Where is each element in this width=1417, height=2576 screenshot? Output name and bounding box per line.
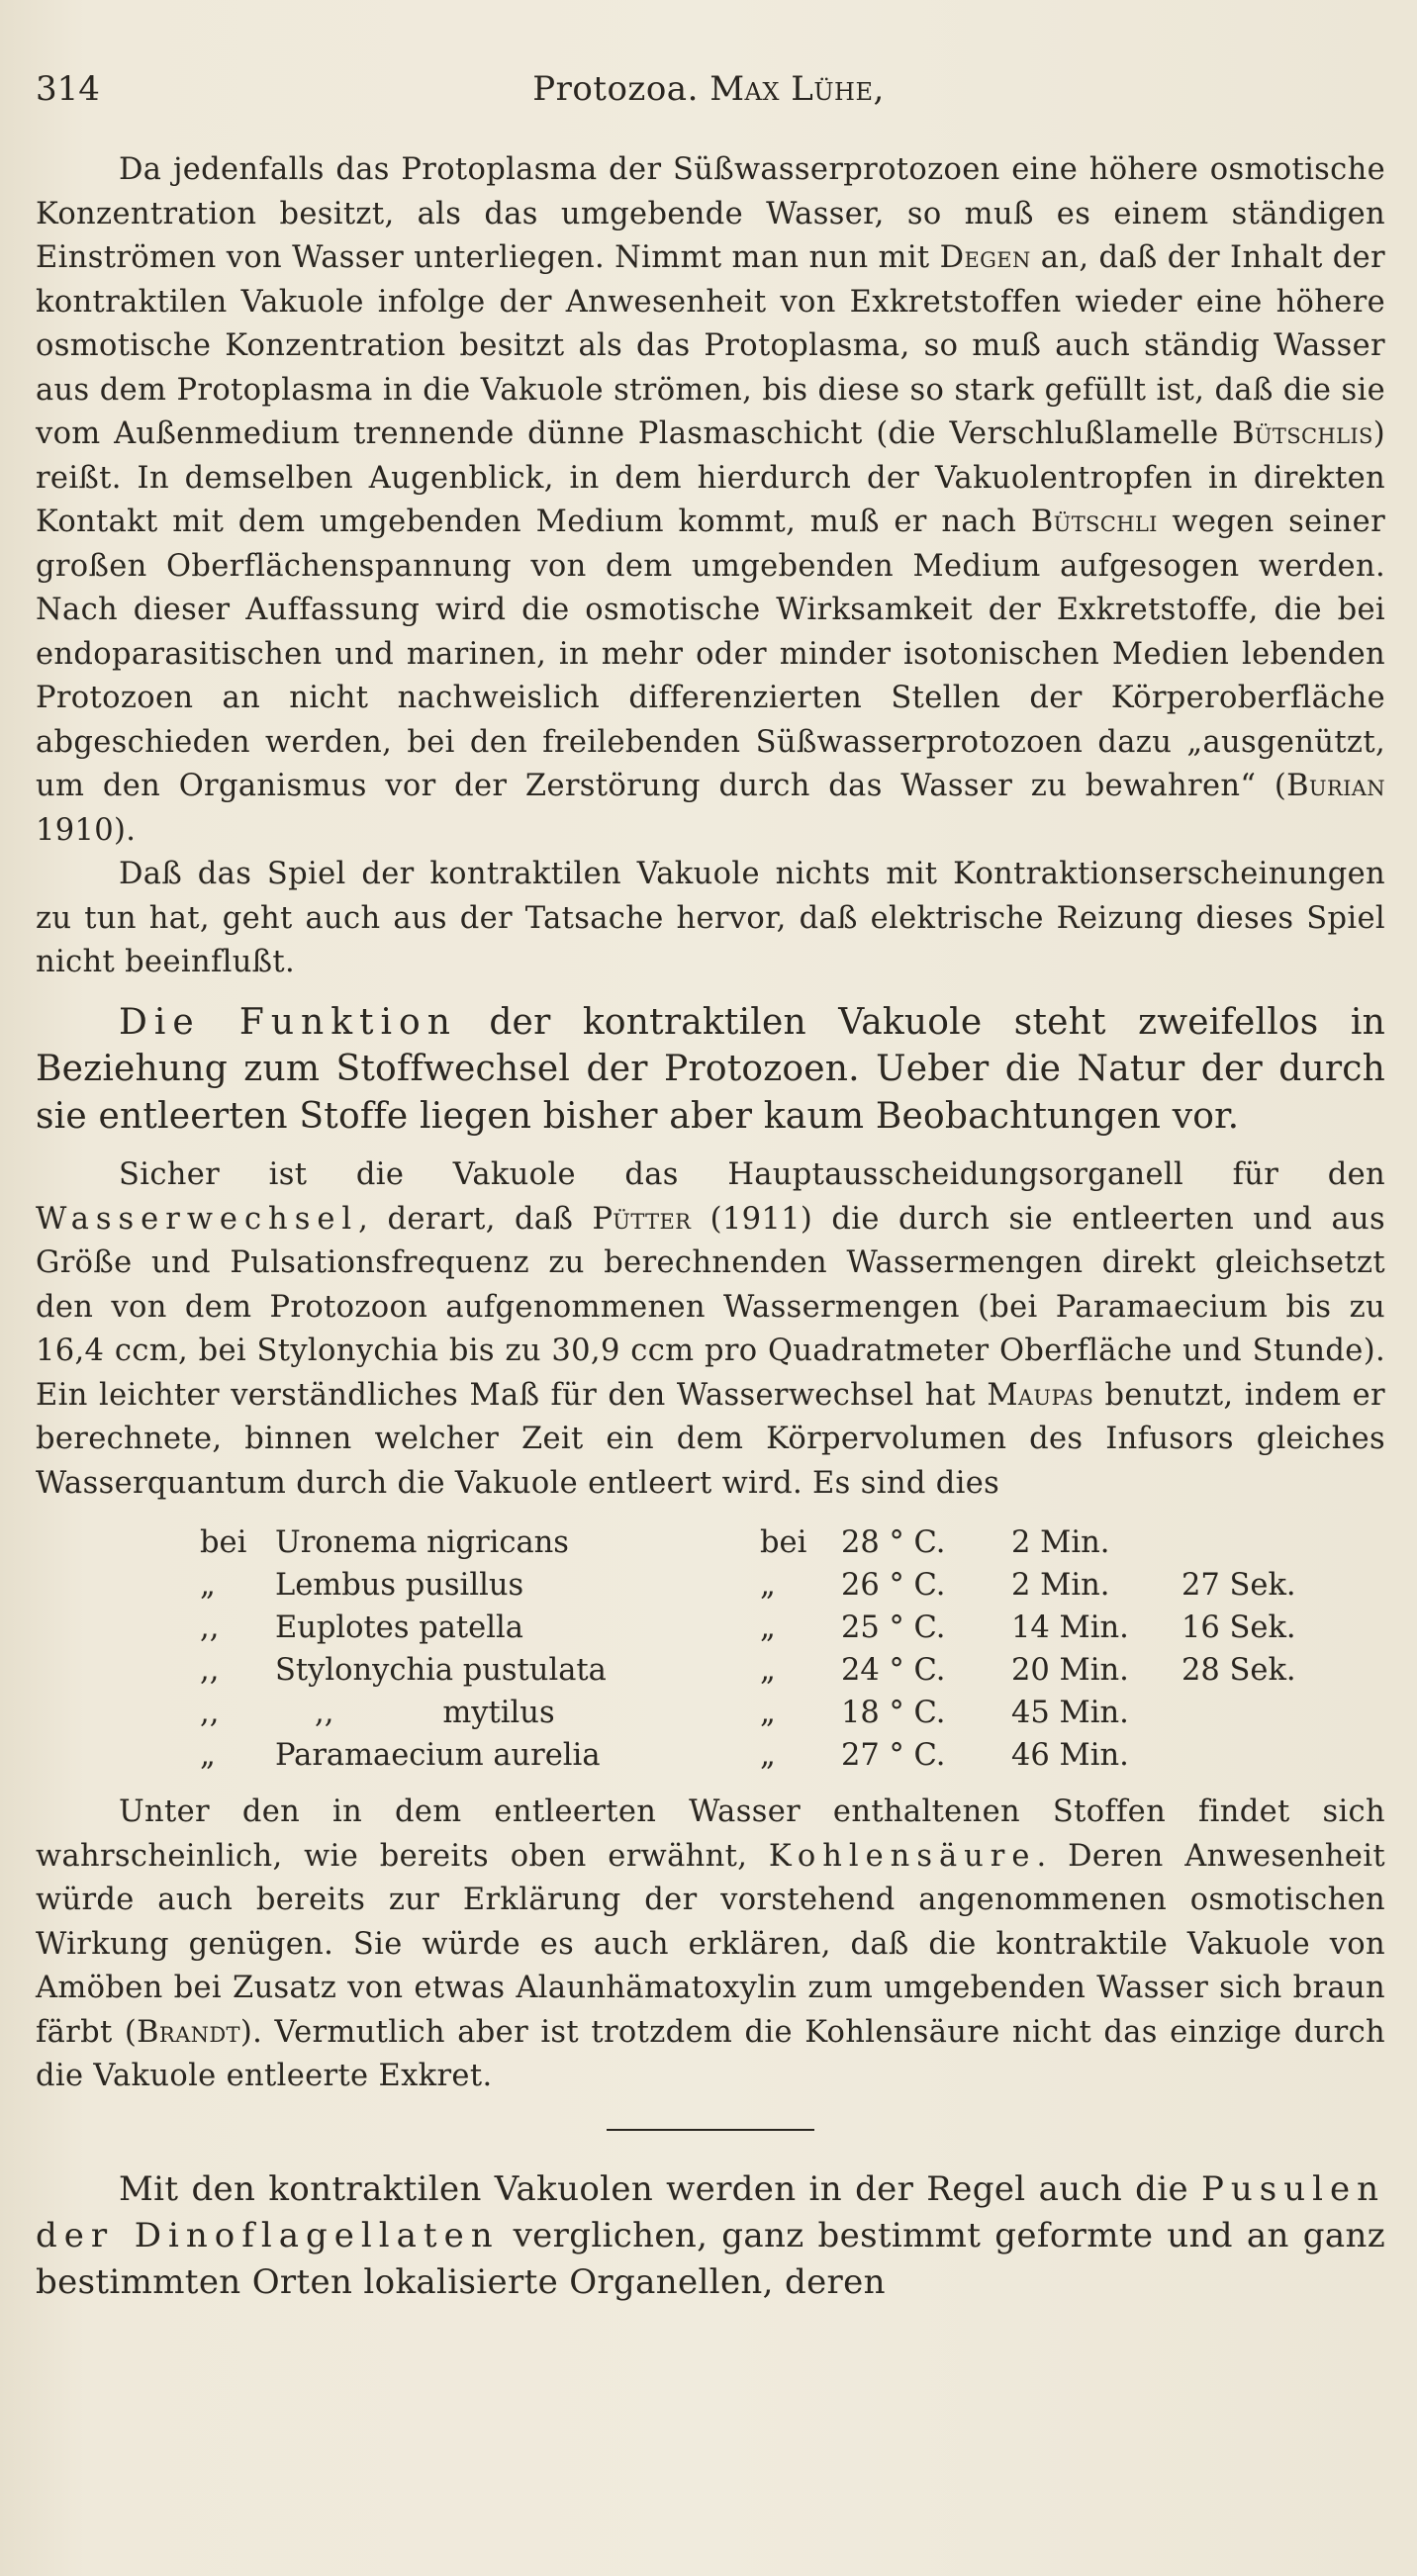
temperature: 27 ° C.: [841, 1738, 946, 1773]
paragraph-function: Die Funktion der kontraktilen Vakuole steht zweifellos in Beziehung zum Stoffwechsel der Protozoen. Ueber die Natur der durch sie entleerten Stoffe liegen bisher aber kaum Beobachtungen vor.: [36, 1001, 1385, 1137]
minutes: 46 Min.: [1011, 1738, 1129, 1773]
vacuole-times-table: [194, 1521, 1356, 1777]
paragraph-carbonic-acid: Unter den in dem entleerten Wasser enthaltenen Stoffen findet sich wahrscheinlich, wie bereits oben erwähnt, Kohlensäure. Deren Anwesenheit würde auch bereits zur Erklärung der vorstehend angenommenen osmotischen Wirkung genügen. Sie würde es auch erklären, daß die kontraktile Vakuole von Amöben bei Zusatz von etwas Alaunhämatoxylin zum umgebenden Wasser sich braun färbt (Brandt). Vermutlich aber ist trotzdem die Kohlensäure nicht das einzige durch die Vakuole entleerte Exkret.: [36, 1794, 1385, 2093]
seconds: 27 Sek.: [1181, 1568, 1296, 1603]
temperature: 26 ° C.: [841, 1568, 946, 1603]
author-ref-brandt: Brandt: [137, 2014, 240, 2050]
table-row: ,, Euplotes patella „ 25 ° C. 14 Min. 16 Sek.: [194, 1607, 1356, 1649]
species-name: Lembus pusillus: [275, 1568, 524, 1603]
minutes: 2 Min.: [1011, 1525, 1110, 1560]
author-ref-butschlis: Bütschlis: [1232, 416, 1373, 451]
species-name: Paramaecium aurelia: [275, 1738, 601, 1773]
seconds: [1176, 1692, 1356, 1734]
section-divider: [607, 2129, 814, 2131]
section-title: Protozoa.: [532, 69, 699, 109]
temperature: 18 ° C.: [841, 1696, 946, 1730]
author-ref-butschli: Bütschli: [1030, 505, 1158, 539]
temperature: 25 ° C.: [841, 1610, 946, 1645]
table-row: ,, ,, mytilus „ 18 ° C. 45 Min.: [194, 1692, 1356, 1734]
author-ref-burian: Burian: [1286, 769, 1385, 803]
species-name: Euplotes patella: [275, 1610, 523, 1645]
page-number: 314: [36, 69, 100, 109]
seconds: [1176, 1734, 1356, 1777]
minutes: 2 Min.: [1011, 1568, 1110, 1603]
spaced-term-pusulen: Pusulen der Dinoflagellaten: [36, 2168, 1385, 2255]
author-ref-maupas: Maupas: [987, 1377, 1094, 1413]
author-ref-putter: Pütter: [592, 1201, 692, 1237]
paragraph-osmotic-concentration: Da jedenfalls das Protoplasma der Süßwasserprotozoen eine höhere osmotische Konzentration besitzt, als das umgebende Wasser, so muß es einem ständigen Einströmen von Wasser unterliegen. Nimmt man nun mit Degen an, daß der Inhalt der kontraktilen Vakuole infolge der Anwesenheit von Exkretstoffen wieder eine höhere osmotische Konzentration besitzt als das Protoplasma, so muß auch ständig Wasser aus dem Protoplasma in die Vakuole strömen, bis diese so stark gefüllt ist, daß die sie vom Außenmedium trennende dünne Plasmaschicht (die Verschlußlamelle Bütschlis) reißt. In demselben Augenblick, in dem hierdurch der Vakuolentropfen in direkten Kontakt mit dem umgebenden Medium kommt, muß er nach Bütschli wegen seiner großen Oberflächenspannung von dem umgebenden Medium aufgesogen werden. Nach dieser Auffassung wird die osmotische Wirksamkeit der Exkretstoffe, die bei endoparasitischen und marinen, in mehr oder minder isotonischen Medien lebenden Protozoen an nicht nachweislich differenzierten Stellen der Körperoberfläche abgeschieden werden, bei den freilebenden Süßwasserprotozoen dazu „ausgenützt, um den Organismus vor der Zerstörung durch das Wasser zu bewahren“ (Burian 1910).: [36, 152, 1385, 848]
species-name: Stylonychia pustulata: [275, 1653, 607, 1688]
author-name: Max Lühe,: [709, 69, 885, 109]
table-row: bei Uronema nigricans bei 28 ° C. 2 Min.: [194, 1521, 1356, 1564]
running-header: [36, 69, 1381, 113]
seconds: [1176, 1521, 1356, 1564]
table-row: ,, Stylonychia pustulata „ 24 ° C. 20 Min. 28 Sek.: [194, 1649, 1356, 1692]
temperature: 28 ° C.: [841, 1525, 946, 1560]
author-ref-degen: Degen: [939, 240, 1031, 275]
table-row: „ Paramaecium aurelia „ 27 ° C. 46 Min.: [194, 1734, 1356, 1777]
species-name: Uronema nigricans: [275, 1525, 569, 1560]
spaced-term-wasserwechsel: Wasserwechsel: [36, 1201, 359, 1237]
paragraph-pusules: Mit den kontraktilen Vakuolen werden in der Regel auch die Pusulen der Dinoflagellaten verglichen, ganz bestimmt geformte und an ganz bestimmten Orten lokalisierte Organellen, deren: [36, 2168, 1385, 2302]
paragraph-water-exchange: Sicher ist die Vakuole das Hauptausscheidungsorganell für den Wasserwechsel, derart, daß Pütter (1911) die durch sie entleerten und aus Größe und Pulsationsfrequenz zu berechnenden Wassermengen direkt gleichsetzt den von dem Protozoon aufgenommenen Wassermengen (bei Paramaecium bis zu 16,4 ccm, bei Stylonychia bis zu 30,9 ccm pro Quadratmeter Oberfläche und Stunde). Ein leichter verständliches Maß für den Wasserwechsel hat Maupas benutzt, indem er berechnete, binnen welcher Zeit ein dem Körpervolumen des Infusors gleiches Wasserquantum durch die Vakuole entleert wird. Es sind dies: [36, 1157, 1385, 1501]
minutes: 14 Min.: [1011, 1610, 1129, 1645]
paragraph-contraction: Daß das Spiel der kontraktilen Vakuole nichts mit Kontraktionserscheinungen zu tun hat, geht auch aus der Tatsache hervor, daß elektrische Reizung dieses Spiel nicht beeinflußt.: [36, 857, 1385, 979]
seconds: 28 Sek.: [1181, 1653, 1296, 1688]
page-body: [36, 148, 1385, 2306]
species-name: ,, mytilus: [315, 1696, 555, 1730]
minutes: 45 Min.: [1011, 1696, 1129, 1730]
running-title: [36, 69, 1381, 109]
spaced-term-kohlensaeure: Kohlensäure: [768, 1838, 1037, 1874]
seconds: 16 Sek.: [1181, 1610, 1296, 1645]
minutes: 20 Min.: [1011, 1653, 1129, 1688]
spaced-term-funktion: Die Funktion: [119, 1001, 457, 1043]
temperature: 24 ° C.: [841, 1653, 946, 1688]
table-row: „ Lembus pusillus „ 26 ° C. 2 Min. 27 Sek.: [194, 1564, 1356, 1607]
